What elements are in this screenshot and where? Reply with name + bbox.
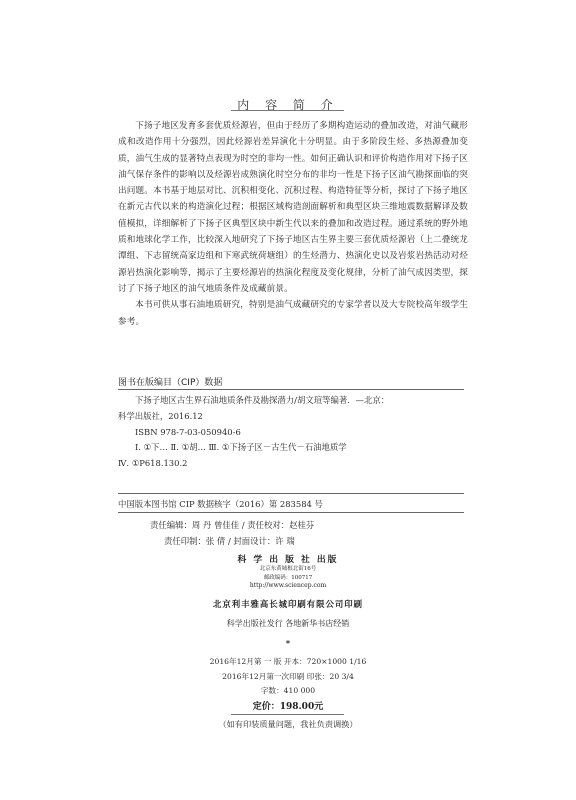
printer-name: 北京利丰雅高长城印刷有限公司印刷	[213, 599, 363, 609]
cip-bottom-rule	[118, 512, 464, 513]
cip-line: Ⅰ. ①下… Ⅱ. ①胡… Ⅲ. ①下扬子区－古生代－石油地质学	[135, 442, 347, 453]
publisher-name: 科 学 出 版 社 出版	[237, 555, 339, 565]
summary-paragraph-1: 下扬子地区发育多套优质烃源岩，但由于经历了多期构造运动的叠加改造，对油气藏形成和改造作用十分强烈，因此烃源岩差异演化十分明显。由于多阶段生烃、多热源叠加变质，油气生成的显著特点表现为时空的非均一性。如何正确认识和评价构造作用对下扬子区油气保存条件的影响以及烃源岩成熟演化时空分布的非均一性是下扬子区油气勘探面临的突出问题。本书基于地层对比、沉积相变化、沉积过程、构造特征等分析，探讨了下扬子地区在新元古代以来的构造演化过程；根据区域构造剖面解析和典型区块三维地震数据解译及数值模拟，详细解析了下扬子区典型区块中新生代以来的叠加和改造过程。通过系统的野外地质和地球化学工作，比较深入地研究了下扬子地区古生界主要三套优质烃源岩（上二叠统龙潭组、下志留统高家边组和下寒武统荷塘组）的生烃潜力、热演化史以及岩浆岩热活动对烃源岩热演化影响等，揭示了主要烃源岩的热演化程度及变化规律，分析了油气成因类型，探讨了下扬子地区的油气地质条件及成藏前景。	[118, 121, 468, 294]
cip-heading: 图书在版编目（CIP）数据	[118, 378, 223, 388]
cip-record	[118, 393, 464, 472]
cip-data-number: 中国版本图书馆 CIP 数据核字（2016）第 283584 号	[118, 499, 323, 509]
publisher-url: http://www.sciencep.com	[249, 582, 327, 589]
publisher-zipcode: 邮政编码：100717	[263, 575, 313, 581]
cip-line: 科学出版社，2016.12	[118, 410, 203, 421]
publisher-address: 北京东黄城根北街16号	[259, 566, 317, 572]
title-underline	[231, 110, 344, 111]
separator-mark: *	[285, 638, 291, 648]
cip-isbn: ISBN 978-7-03-050940-6	[135, 426, 241, 437]
cip-mid-rule	[118, 493, 464, 494]
quality-notice: （如有印装质量问题，我社负责调换）	[218, 719, 358, 729]
price: 定价：198.00元	[252, 702, 324, 712]
word-count-line: 字数：410 000	[260, 686, 316, 695]
editorial-credits	[150, 517, 314, 549]
price-underline	[231, 714, 344, 715]
cip-top-rule	[118, 389, 464, 390]
edition-format-line: 2016年12月第 一 版 开本：720×1000 1/16	[209, 657, 367, 666]
editor-line: 责任编辑：周 丹 曾佳佳 / 责任校对：赵桂芬	[150, 520, 315, 530]
printing-sheets-line: 2016年12月第一次印刷 印张：20 3/4	[222, 672, 354, 681]
page-title: 内 容 简 介	[237, 98, 339, 112]
summary-paragraph-2: 本书可供从事石油地质研究，特别是油气成藏研究的专家学者以及大专院校高年级学生参考。	[118, 300, 468, 327]
cip-line: Ⅳ. ①P618.130.2	[118, 458, 188, 469]
distribution-line: 科学出版社发行 各地新华书店经销	[226, 619, 350, 628]
cip-line: 下扬子地区古生界石油地质条件及勘探潜力/胡文瑄等编著．—北京：	[135, 395, 390, 405]
production-line: 责任印制：张 倩 / 封面设计：许 瑞	[164, 536, 295, 546]
content-summary	[118, 118, 468, 330]
